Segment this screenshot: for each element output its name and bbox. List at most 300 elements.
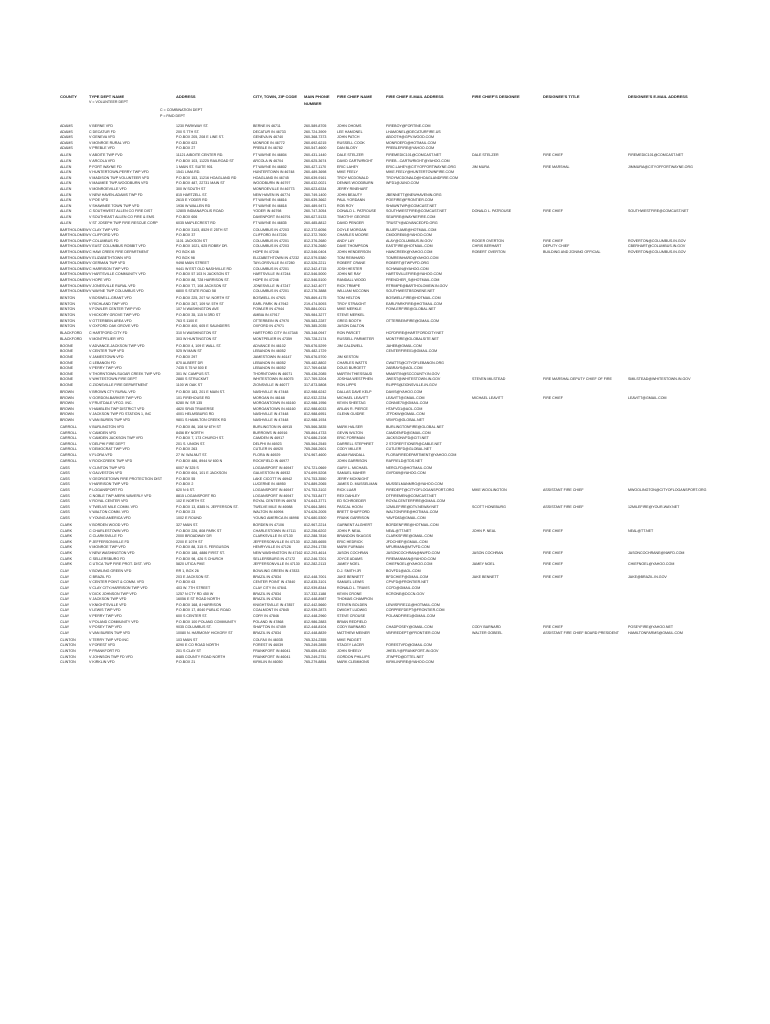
phone-cell: 765-884-0011 bbox=[304, 307, 327, 312]
city-cell: ROCKFIELD IN 46977 bbox=[253, 458, 290, 463]
chief-cell: REX DAHLEY bbox=[337, 493, 360, 498]
email-cell: NEAL@TT.NET bbox=[386, 528, 412, 533]
phone-cell: 765-324-2355 bbox=[304, 637, 327, 642]
designee-cell: ROGER OVERTON bbox=[472, 238, 504, 243]
address-cell: 101 FIREHOUSE RD bbox=[176, 395, 211, 400]
dept-cell: C BRAZIL FD bbox=[89, 574, 111, 579]
address-cell: P.O.BOX 55 bbox=[176, 476, 196, 481]
city-cell: NASHVILLE IN 47448 bbox=[253, 412, 289, 417]
dept-cell: C HARTFORD CITY FD bbox=[89, 331, 128, 336]
address-cell: 1541 LIMA RD. bbox=[176, 170, 201, 175]
designee-cell: CHRIS BERHART bbox=[472, 244, 502, 249]
city-cell: WHITESTOWN IN 46075 bbox=[253, 377, 294, 382]
chief-cell: MATTHEW MEINER bbox=[337, 630, 370, 635]
chief-cell: JOHN HENDERSON bbox=[337, 250, 371, 254]
email-cell: JWEST@WHITESTOWN.IN.GOV bbox=[386, 377, 441, 382]
dept-cell: V FOREST VFD bbox=[89, 643, 116, 648]
city-cell: OTTERBEIN IN 47970 bbox=[253, 318, 290, 323]
address-cell: 7435 S 75 W 500 E bbox=[176, 366, 208, 371]
phone-cell: 574-643-3771 bbox=[304, 499, 327, 504]
dept-cell: V FRUITDALE VFCO. INC. bbox=[89, 401, 133, 406]
city-cell: ARCOLA IN 46704 bbox=[253, 159, 284, 163]
dept-cell: V ARCOLA VFD bbox=[89, 159, 115, 163]
city-cell: BRAZIL IN 47834 bbox=[253, 574, 282, 579]
city-cell: COLFAX IN 46035 bbox=[253, 637, 283, 642]
chief-cell: DOUG BURGETT bbox=[337, 366, 366, 371]
county-cell: BOONE bbox=[60, 360, 73, 365]
county-cell: CLARK bbox=[60, 545, 72, 550]
email-cell: LEAVITT@GMAIL.COM bbox=[386, 395, 425, 400]
phone-cell: 812-939-2873 bbox=[304, 608, 327, 613]
chief-cell: SAMUEL LEWIS bbox=[337, 580, 364, 585]
email-cell: FIREMANMAN@YAHOO.COM bbox=[386, 556, 436, 561]
chief-cell: BRIAN REDFIELD bbox=[337, 619, 367, 624]
dept-cell: C HAW CREEK FIRE DEPARTMENT bbox=[89, 250, 149, 254]
chief-cell: PAUL YORDANN bbox=[337, 198, 365, 203]
phone-cell: 574-967-4600 bbox=[304, 453, 327, 457]
title-cell: ASSISTANT FIRE CHIEF bbox=[543, 488, 584, 492]
phone-cell: 812-288-7816 bbox=[304, 534, 327, 539]
county-cell: ALLEN bbox=[60, 198, 72, 203]
designee-email-cell: FIREMEDIC101@COMCAST.NET bbox=[628, 153, 684, 158]
county-cell: CASS bbox=[60, 471, 70, 476]
designee-email-cell: LEAVITT@GMAIL.COM bbox=[628, 395, 667, 400]
chief-cell: MIKE MERKLE bbox=[337, 307, 362, 312]
county-cell: CLAY bbox=[60, 602, 70, 607]
address-cell: 2000 BROADWAY DR bbox=[176, 534, 212, 539]
chief-cell: JASON DALTON bbox=[337, 324, 365, 329]
phone-cell: 812-932-2234 bbox=[304, 395, 327, 400]
title-cell: FIRE CHIEF bbox=[543, 528, 563, 533]
email-cell: CCFD@GMAIL.COM bbox=[386, 586, 421, 590]
email-cell: TROYMCDONALD@HOAGLANDFIRE.COM bbox=[386, 175, 458, 180]
dept-cell: C HARRISON TWP VFD bbox=[89, 266, 129, 271]
title-cell: BUILDING AND ZONING OFFICIAL bbox=[543, 250, 601, 254]
dept-cell: V OTTERBEIN AREA VFD bbox=[89, 318, 132, 323]
email-cell: WALTONFIRE@HOTMAIL.COM bbox=[386, 510, 439, 515]
designee-cell: DONALD L. PATROUSE bbox=[472, 209, 512, 214]
address-cell: P.O.BOX 37 bbox=[176, 233, 196, 238]
address-cell: 327 MAIN ST. bbox=[176, 523, 199, 527]
address-cell: 9498 MAIN STREET bbox=[176, 261, 210, 266]
county-cell: BENTON bbox=[60, 318, 75, 323]
chief-cell: JOHN P. NEAL bbox=[337, 528, 362, 533]
designee-cell: CODY BARNARD bbox=[472, 625, 501, 630]
address-cell: 6800 S STATE ROAD 58 bbox=[176, 289, 216, 294]
phone-cell: 260-639-3662 bbox=[304, 198, 327, 203]
phone-cell: 765-984-3277 bbox=[304, 313, 327, 317]
phone-cell: 765-864-4733 bbox=[304, 430, 327, 435]
county-cell: CARROLL bbox=[60, 447, 77, 452]
address-cell: P.O.BOX 226, 808 PARK ST bbox=[176, 528, 222, 533]
city-cell: BRAZIL IN 47834 bbox=[253, 597, 282, 602]
county-cell: ALLEN bbox=[60, 164, 72, 169]
address-cell: PO BOX 98 bbox=[176, 255, 195, 260]
phone-cell: 812-546-5100 bbox=[304, 278, 327, 282]
legend-combination: C = COMBINATION DEPT bbox=[160, 108, 203, 112]
dept-cell: C SOUTHWEST ALLEN CO FIRE DIST bbox=[89, 209, 153, 214]
dept-cell: V DEMOCRAT TWP VFD bbox=[89, 447, 130, 452]
header-designee-email: DESIGNEE'S E-MAIL ADDRESS bbox=[628, 94, 688, 99]
county-cell: ALLEN bbox=[60, 175, 72, 180]
designee-cell: JAKE BENNETT bbox=[472, 574, 499, 579]
email-cell: HARTSVILLEFIRE@YAHOO.COM bbox=[386, 272, 442, 277]
email-cell: JASONCOCHRAN@NWFD.COM bbox=[386, 551, 440, 555]
address-cell: P.O.BOX 2 bbox=[176, 482, 194, 487]
city-cell: LOGANSPORT IN 46947 bbox=[253, 493, 294, 498]
county-cell: BENTON bbox=[60, 324, 75, 329]
dept-cell: V HARRISON TWP VFD bbox=[89, 482, 129, 487]
designee-email-cell: JAKE@BRAZIL.IN.GOV bbox=[628, 574, 667, 579]
city-cell: JAMESTOWN IN 46147 bbox=[253, 355, 292, 359]
chief-cell: JOHN NE RAY bbox=[337, 272, 361, 277]
chief-cell: FRANK GARRISON bbox=[337, 516, 370, 520]
phone-cell: 574-664-3891 bbox=[304, 504, 327, 509]
email-cell: SCHWAIN@YAHOO.COM bbox=[386, 266, 429, 271]
designee-cell: STEVEN MILSTEAD bbox=[472, 377, 506, 382]
phone-cell: 574-889-2065 bbox=[304, 482, 327, 487]
chief-cell: ROB ROY bbox=[337, 203, 354, 208]
county-cell: BLACKFORD bbox=[60, 331, 82, 336]
designee-cell: MIKE WOOLINGTON bbox=[472, 488, 507, 492]
city-cell: JEFFERSONVILLE IN 47130 bbox=[253, 562, 300, 567]
email-cell: EARLPARKFIRE@HOTMAIL.COM bbox=[386, 301, 443, 306]
email-cell: MONTFIRE@GLOBALSITE.NET bbox=[386, 336, 439, 341]
city-cell: FRANKFORT IN 46041 bbox=[253, 649, 291, 653]
chief-cell: JIM CALDWELL bbox=[337, 343, 364, 348]
county-cell: ALLEN bbox=[60, 159, 72, 163]
city-cell: DAVENPORT IN 46791 bbox=[253, 215, 291, 219]
county-cell: ALLEN bbox=[60, 209, 72, 214]
dept-cell: V ABOITE TWP FVD bbox=[89, 153, 123, 158]
phone-cell: 812-376-2680 bbox=[304, 238, 327, 243]
address-cell: P.O.BOX 57 103 N JACKSON ST bbox=[176, 272, 230, 277]
phone-cell: 260-427-1170 bbox=[304, 164, 327, 169]
email-cell: MFURMAN@MTVFD.COM bbox=[386, 545, 430, 550]
address-cell: P.O.BOX 88, 315 S. FERGUSON bbox=[176, 545, 230, 550]
email-cell: JTFDKW@GMAIL.COM bbox=[386, 412, 425, 417]
address-cell: P.O.BOX 63 bbox=[176, 580, 196, 585]
email-cell: TRUSTY@ADVANCEDFD.ORG bbox=[386, 220, 438, 225]
address-cell: P.O.BOX 23 bbox=[176, 510, 196, 515]
county-cell: CARROLL bbox=[60, 436, 77, 441]
chief-cell: STEVEN BOLDEN bbox=[337, 602, 368, 607]
city-cell: TAYLORSVILLE IN 47280 bbox=[253, 261, 295, 266]
email-cell: EASTFIRE@HOTMAIL.COM bbox=[386, 244, 433, 249]
county-cell: CLAY bbox=[60, 608, 70, 613]
chief-cell: DAVID PENGER bbox=[337, 220, 364, 225]
address-cell: 403 W. 7TH STREET bbox=[176, 586, 211, 590]
header-title: DESIGNEE'S TITLE bbox=[543, 94, 580, 99]
address-cell: 1936 W WALLEN RD bbox=[176, 203, 211, 208]
email-cell: MUSSELMANMRG@YAHOO.COM bbox=[386, 482, 443, 487]
chief-cell: MIKE PADGET bbox=[337, 637, 362, 642]
designee-cell: JIM MURA bbox=[472, 164, 490, 169]
chief-cell: MICHAEL LEAVITT bbox=[337, 395, 369, 400]
address-cell: P.O.BOX 263 bbox=[176, 447, 198, 452]
header-county: COUNTY bbox=[60, 94, 77, 99]
phone-cell: 765-583-2287 bbox=[304, 318, 327, 323]
dept-cell: V GORDON-BARKER TWP VFD bbox=[89, 395, 142, 400]
dept-cell: V PREBLE VFD bbox=[89, 146, 115, 151]
header-email: FIRE CHIEF E-MAIL ADDRESS bbox=[386, 94, 444, 99]
dept-cell: V GEORGETOWN FIRE PROTECTION DIST bbox=[89, 476, 163, 481]
email-cell: FRENCHER_S@HOTMAIL.COM bbox=[386, 278, 440, 282]
chief-cell: TOM HELTON bbox=[337, 296, 361, 301]
email-cell: CMOORE60@YAHOO.COM bbox=[386, 233, 432, 238]
chief-cell: JAMEY NOEL bbox=[337, 562, 360, 567]
county-cell: CASS bbox=[60, 504, 70, 509]
city-cell: BRAZIL IN 47834 bbox=[253, 630, 282, 635]
dept-cell: V JONESVILLE RURAL VFD bbox=[89, 283, 136, 288]
dept-cell: P LOGANSPORT FD bbox=[89, 488, 123, 492]
address-cell: 4820 SR45 TRAVERSE bbox=[176, 406, 215, 411]
chief-cell: ERIC HEDRICK bbox=[337, 539, 363, 544]
phone-cell: 812-342-4715 bbox=[304, 266, 327, 271]
email-cell: KCRONE@DCCN.GOV bbox=[386, 591, 425, 596]
dept-cell: V CENTER TWP VFD bbox=[89, 349, 125, 354]
chief-cell: GARY L. MICHAEL bbox=[337, 465, 369, 470]
address-cell: 102 E NORTH ST. bbox=[176, 499, 206, 504]
designee-email-cell: POSEYFIRE@YAHOO.NET bbox=[628, 625, 674, 630]
address-cell: 1257 N CTY RD 450 W bbox=[176, 591, 214, 596]
dept-cell: V WHITESTOWN FIRE DEPT bbox=[89, 377, 138, 382]
county-cell: BARTHOLOMEW bbox=[60, 244, 89, 249]
email-cell: CENTERFIRE01@GMAIL.COM bbox=[386, 349, 438, 354]
chief-cell: RON PARCET bbox=[337, 331, 361, 336]
designee-cell: JASON COCHRAN bbox=[472, 551, 504, 555]
phone-cell: 260-749-1400 bbox=[304, 192, 327, 197]
chief-cell: GORDON PHILLIPS bbox=[337, 654, 370, 659]
phone-cell: 260-431-1440 bbox=[304, 153, 327, 158]
phone-cell: 812-448-2960 bbox=[304, 614, 327, 618]
county-cell: BARTHOLOMEW bbox=[60, 266, 89, 271]
county-cell: BARTHOLOMEW bbox=[60, 233, 89, 238]
designee-email-cell: MWOOLINGTON@CITYOFLOGANSPORT.ORG bbox=[628, 488, 707, 492]
county-cell: CLARK bbox=[60, 562, 72, 567]
email-cell: JTWPFD@DTTEL.NET bbox=[386, 654, 424, 659]
chief-cell: PASCAL HOON bbox=[337, 504, 363, 509]
email-cell: FIREMEDIC101@COMCAST.NET bbox=[386, 153, 442, 158]
county-cell: CLARK bbox=[60, 528, 72, 533]
county-cell: BENTON bbox=[60, 301, 75, 306]
chief-cell: DENNIS WOODBURN bbox=[337, 181, 374, 186]
dept-cell: V POSEY TWP VFD bbox=[89, 625, 122, 630]
city-cell: DECATUR IN 46733 bbox=[253, 129, 286, 134]
phone-cell: 765-279-8854 bbox=[304, 660, 327, 665]
phone-cell: 765-436-2085 bbox=[304, 371, 327, 376]
address-cell: P.O.BOX 604, 101 E JACKSON bbox=[176, 471, 227, 476]
dept-cell: V NEW WASHINGTON VFD bbox=[89, 551, 135, 555]
dept-cell: C ZIONSVILLE FIRE DEPARTMENT bbox=[89, 383, 148, 387]
county-cell: CLAY bbox=[60, 569, 70, 574]
chief-cell: STACEY LACER bbox=[337, 643, 365, 648]
email-cell: HCFDFIRE@HARTFORDCITY.NET bbox=[386, 331, 444, 336]
chief-cell: RON LIPPS bbox=[337, 383, 357, 387]
email-cell: LHAMONEL@DECATURFIRE.US bbox=[386, 129, 441, 134]
chief-cell: JOHN GARRISON bbox=[337, 458, 367, 463]
phone-cell: 812-835-3101 bbox=[304, 580, 327, 585]
county-cell: CLINTON bbox=[60, 654, 76, 659]
address-cell: 6035 MAPLECREST RD bbox=[176, 220, 216, 225]
county-cell: CLINTON bbox=[60, 637, 76, 642]
email-cell: SEAFIRE@WAYNEFIRE.COM bbox=[386, 215, 436, 219]
dept-cell: V HAMBLEN TWP DISTRICT VFD bbox=[89, 406, 145, 411]
designee-email-cell: SMILSTEAD@WHITESTOWN.IN.GOV bbox=[628, 377, 691, 382]
dept-cell: V DICK JOHNSON TWP VFD bbox=[89, 591, 137, 596]
city-cell: FT WAYNE IN 46804 bbox=[253, 153, 287, 158]
address-cell: 763 S 1100 E bbox=[176, 318, 198, 323]
city-cell: LEBANON IN 46052 bbox=[253, 349, 286, 354]
city-cell: GENEVA IN 46740 bbox=[253, 135, 284, 140]
chief-cell: GLENN GUIDRE bbox=[337, 412, 365, 417]
dept-cell: V EAST COLUMBUS ROBBIT VFD bbox=[89, 244, 146, 249]
city-cell: CHARLESTOWN IN 47111 bbox=[253, 528, 296, 533]
chief-cell: DALE STELZER bbox=[337, 153, 364, 158]
dept-cell: V WAYNE TWP COLUMBUS VFD bbox=[89, 289, 144, 294]
city-cell: FT WAYNE IN 46818 bbox=[253, 203, 287, 208]
city-cell: COLUMBUS IN 47203 bbox=[253, 244, 289, 249]
dept-cell: V FLORA VFD bbox=[89, 453, 113, 457]
address-cell: P.O.BOX 21 bbox=[176, 660, 196, 665]
chief-cell: MARK FURMAN bbox=[337, 545, 364, 550]
address-cell: 815 HARTZELL ST. bbox=[176, 192, 208, 197]
county-cell: CLAY bbox=[60, 591, 70, 596]
city-cell: MONROE IN 46772 bbox=[253, 140, 285, 145]
city-cell: FT WAYNE IN 46835 bbox=[253, 220, 287, 225]
dept-cell: C DECATUR FD bbox=[89, 129, 116, 134]
chief-cell: CHARLES WATTS bbox=[337, 360, 368, 365]
address-cell: P.O.BOX 400, 605 E SAUNDERS bbox=[176, 324, 230, 329]
email-cell: OTTERBEINFIRE@GMAIL.COM bbox=[386, 318, 439, 323]
phone-cell: 812-293-4614 bbox=[304, 551, 327, 555]
email-cell: MMARTIN@SCCOUNTY.IN.GOV bbox=[386, 371, 440, 376]
county-cell: CARROLL bbox=[60, 458, 77, 463]
email-cell: BURLINGTONFIRE@GLOBAL.NET bbox=[386, 425, 444, 429]
phone-cell: 812-579-5380 bbox=[304, 255, 327, 260]
county-cell: ALLEN bbox=[60, 170, 72, 175]
chief-cell: ARLAN R. PIERCE bbox=[337, 406, 368, 411]
address-cell: P.O.BOX 103, 11225 RAILROAD ST bbox=[176, 159, 234, 163]
city-cell: WALTON IN 46994 bbox=[253, 510, 284, 515]
email-cell: SHAWNTWP@COMCAST.NET bbox=[386, 203, 437, 208]
designee-cell: JOHN P. NEAL bbox=[472, 528, 497, 533]
phone-cell: 765-385-2035 bbox=[304, 324, 327, 329]
phone-cell: 812-342-4077 bbox=[304, 283, 327, 288]
address-cell: P.O.BOX 225, 207 W. NORTH ST bbox=[176, 296, 230, 301]
chief-cell: JERRY RINEHART bbox=[337, 187, 368, 191]
county-cell: CLAY bbox=[60, 580, 70, 585]
address-cell: P.O.BOX 7, 173 CHURCH ST. bbox=[176, 436, 225, 441]
city-cell: JONESVILLE IN 47247 bbox=[253, 283, 291, 288]
address-cell: P.O.BOX 153, 11216 HOAGLAND RD bbox=[176, 175, 237, 180]
chief-cell: JAKE BENNETT bbox=[337, 574, 364, 579]
chief-cell: CODY BARNARD bbox=[337, 625, 366, 630]
title-cell: FIRE CHIEF bbox=[543, 238, 563, 243]
dept-cell: V NEW HAVEN-ADAMS TWP FD bbox=[89, 192, 143, 197]
county-cell: ALLEN bbox=[60, 220, 72, 225]
chief-cell: RICK LUAR bbox=[337, 488, 357, 492]
phone-cell: 765-869-4175 bbox=[304, 296, 327, 301]
address-cell: 8290 E CO ROAD NORTH bbox=[176, 643, 219, 648]
dept-cell: V CAMDEN VFD bbox=[89, 430, 117, 435]
address-cell: 11121 AIBOITE CENTER RD. bbox=[176, 153, 224, 158]
address-cell: 301 W. CAMPUS ST. bbox=[176, 371, 210, 376]
chief-cell: ANDY LAY bbox=[337, 238, 355, 243]
email-cell: FIREDEPT@CITYOFLOGANSPORT.ORG bbox=[386, 488, 455, 492]
city-cell: NASHVILLE IN 47448 bbox=[253, 390, 289, 394]
address-cell: 1 MAIN ST. SUITE 901 bbox=[176, 164, 213, 169]
county-cell: CASS bbox=[60, 488, 70, 492]
city-cell: FRANKFORT IN 46041 bbox=[253, 654, 291, 659]
county-cell: ALLEN bbox=[60, 153, 72, 158]
dept-cell: V JACKSON TWP FD STATION 1, INC bbox=[89, 412, 152, 417]
address-cell: 16056 E ST ROAD NORTH bbox=[176, 597, 221, 602]
chief-cell: RUSSELL COOK bbox=[337, 140, 365, 145]
header-address: ADDRESS bbox=[176, 94, 196, 99]
city-cell: OXFORD IN 47971 bbox=[253, 324, 284, 329]
email-cell: CWATTS@CITYOFLEBANON.ORG bbox=[386, 360, 444, 365]
county-cell: CLARK bbox=[60, 523, 72, 527]
phone-cell: 260-724-3909 bbox=[304, 129, 327, 134]
chief-cell: MARK HALSER bbox=[337, 425, 363, 429]
dept-cell: V BOWLING GREEN VFD bbox=[89, 569, 132, 574]
chief-cell: DARRELL STEPHRET bbox=[337, 441, 374, 446]
dept-cell: V HOPE VFD bbox=[89, 278, 111, 282]
chief-cell: STEVE CROUSE bbox=[337, 614, 366, 618]
city-cell: NEW HAVEN IN 46774 bbox=[253, 192, 291, 197]
county-cell: ALLEN bbox=[60, 215, 72, 219]
city-cell: KNIGHTSVILLE IN 47857 bbox=[253, 602, 295, 607]
dept-cell: V BORDEN WOOD VFD bbox=[89, 523, 129, 527]
email-cell: JACKSONVFD@CITI.NET bbox=[386, 436, 429, 441]
address-cell: 1002 E ROUND bbox=[176, 516, 202, 520]
phone-cell: 574-753-3550 bbox=[304, 476, 327, 481]
address-cell: P.O.BOX 188, 4886 FIRST ST. bbox=[176, 551, 225, 555]
county-cell: BROWN bbox=[60, 406, 74, 411]
email-cell: JFDCHIEF@GMAIL.COM bbox=[386, 539, 428, 544]
address-cell: 107 N WASHINGTON AVE bbox=[176, 307, 219, 312]
city-cell: HENRYVILLE IN 47126 bbox=[253, 545, 291, 550]
city-cell: DELPHI IN 46923 bbox=[253, 441, 282, 446]
city-cell: TWELVE MILE IN 46988 bbox=[253, 504, 293, 509]
address-cell: 9441 W EST OLD NASHVILLE RD bbox=[176, 266, 232, 271]
title-cell: FIRE MARSHAL DEPUTY CHIEF OF FIRE bbox=[543, 377, 612, 382]
city-cell: AMBIA IN 47917 bbox=[253, 313, 280, 317]
chief-cell: KEVIN CRONE bbox=[337, 591, 362, 596]
dept-cell: V POLAND COMMUNITY VFD bbox=[89, 619, 139, 624]
address-cell: 201 S. UNION ST. bbox=[176, 441, 206, 446]
city-cell: LOGANSPORT IN 46947 bbox=[253, 465, 294, 470]
chief-cell: MARK CLEMMONS bbox=[337, 660, 370, 665]
dept-cell: V BERNE VFD bbox=[89, 124, 113, 128]
email-cell: GVFD69@YAHOO.COM bbox=[386, 471, 426, 476]
legend-volunteer: V = VOLUNTEER DEPT bbox=[89, 100, 129, 104]
phone-cell: 317-769-3204 bbox=[304, 377, 327, 382]
county-cell: BARTHOLOMEW bbox=[60, 278, 89, 282]
city-cell: GALVESTON IN 46932 bbox=[253, 471, 291, 476]
email-cell: MONROEFD@HOTMAIL.COM bbox=[386, 140, 436, 145]
designee-email-cell: HAMILTONFARMS@GMAIL.COM bbox=[628, 630, 683, 635]
dept-cell: C CLARKSVILLE FD bbox=[89, 534, 123, 539]
address-cell: 200 S 7TH ST. bbox=[176, 129, 200, 134]
dept-cell: V WALTON COMM. VFD bbox=[89, 510, 129, 515]
chief-cell: BRETT SHUFFORD bbox=[337, 510, 370, 515]
address-cell: 9035 COLUMBUS ST. bbox=[176, 625, 212, 630]
phone-cell: 812-285-6655 bbox=[304, 539, 327, 544]
email-cell: SOUTHWESTFIRE@COMCAST.NET bbox=[386, 209, 447, 214]
county-cell: CASS bbox=[60, 465, 70, 470]
